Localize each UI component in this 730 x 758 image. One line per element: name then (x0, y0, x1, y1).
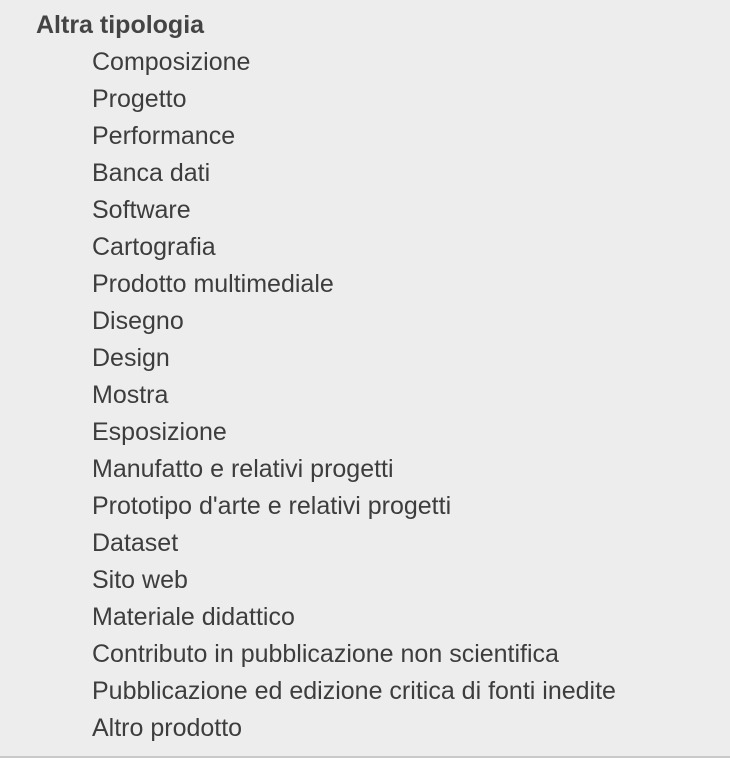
optgroup-label: Altra tipologia (36, 11, 205, 39)
option-composizione[interactable]: Composizione (92, 48, 251, 76)
option-materiale-didattico[interactable]: Materiale didattico (92, 603, 295, 631)
option-cartografia[interactable]: Cartografia (92, 233, 216, 261)
option-prototipo-arte[interactable]: Prototipo d'arte e relativi progetti (92, 492, 452, 520)
option-software[interactable]: Software (92, 196, 191, 224)
option-list (92, 44, 616, 747)
option-esposizione[interactable]: Esposizione (92, 418, 227, 446)
option-dataset[interactable]: Dataset (92, 529, 179, 557)
option-disegno[interactable]: Disegno (92, 307, 184, 335)
option-contributo-pubblicazione[interactable]: Contributo in pubblicazione non scientifica (92, 640, 559, 668)
option-prodotto-multimediale[interactable]: Prodotto multimediale (92, 270, 334, 298)
option-performance[interactable]: Performance (92, 122, 236, 150)
option-mostra[interactable]: Mostra (92, 381, 169, 409)
option-design[interactable]: Design (92, 344, 170, 372)
option-progetto[interactable]: Progetto (92, 85, 187, 113)
option-banca-dati[interactable]: Banca dati (92, 159, 211, 187)
option-pubblicazione-edizione-critica[interactable]: Pubblicazione ed edizione critica di fonti inedite (92, 677, 616, 705)
option-altro-prodotto[interactable]: Altro prodotto (92, 714, 243, 742)
option-sito-web[interactable]: Sito web (92, 566, 188, 594)
option-manufatto[interactable]: Manufatto e relativi progetti (92, 455, 394, 483)
